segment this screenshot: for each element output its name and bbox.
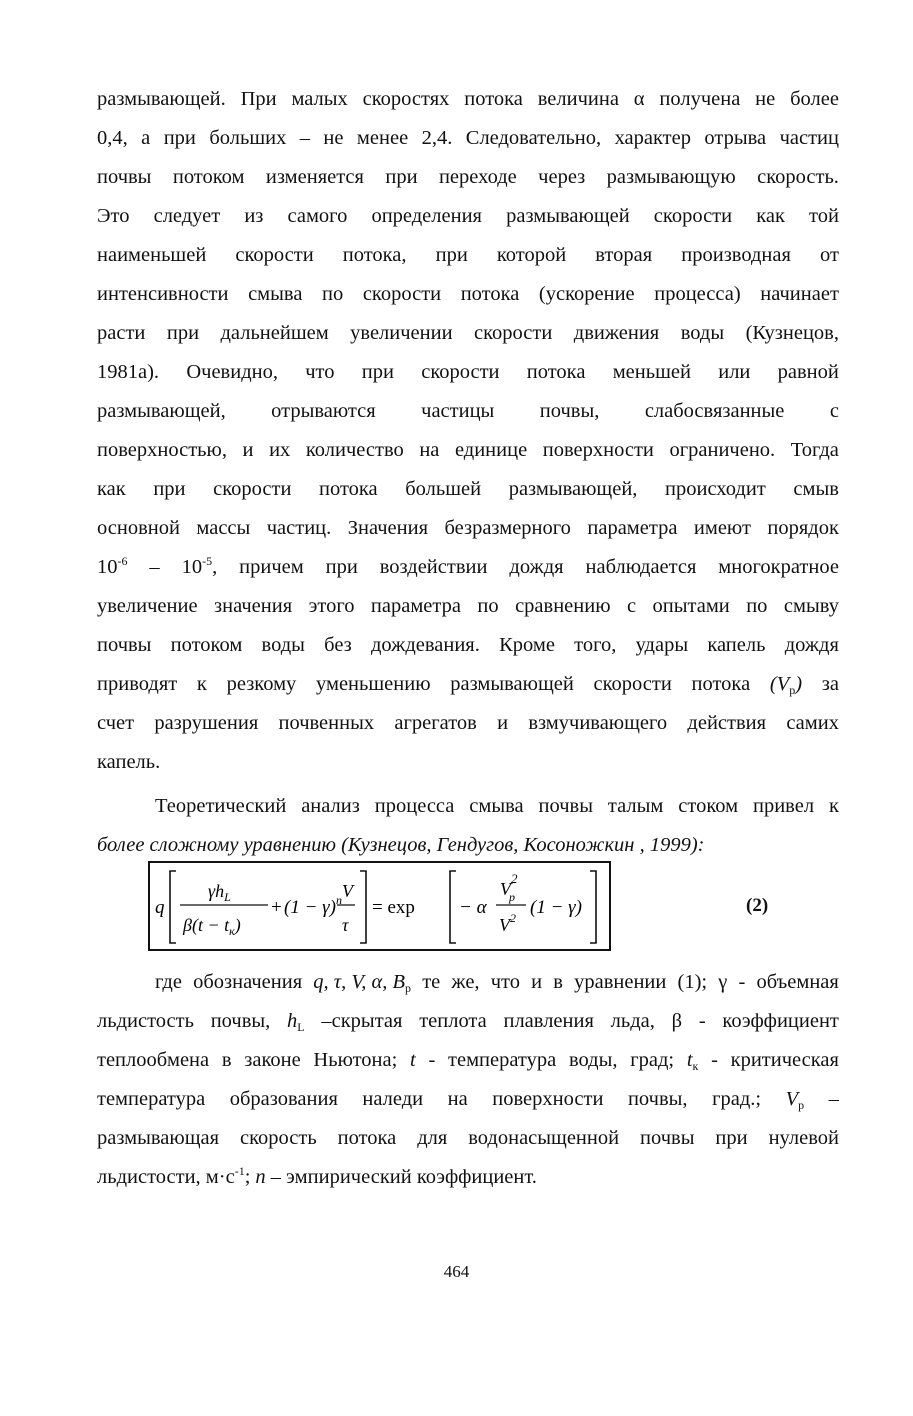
equation-number: (2) xyxy=(746,895,769,916)
word: (Кузнецов, xyxy=(745,322,839,344)
word: 0,4, xyxy=(97,127,128,149)
word: менее xyxy=(356,127,409,149)
word: получена xyxy=(659,88,741,110)
plus-sign: + xyxy=(271,897,282,918)
word: процесса) xyxy=(654,283,741,305)
word: при xyxy=(166,322,200,344)
text-line xyxy=(97,587,839,626)
word: с xyxy=(829,400,839,422)
word: (ускорение xyxy=(538,283,635,305)
word: характер xyxy=(614,127,691,149)
word: значения xyxy=(214,595,293,617)
word: что xyxy=(305,361,335,383)
word: скорости xyxy=(235,244,314,266)
word: приводят xyxy=(97,673,178,695)
word: за xyxy=(821,673,839,695)
word: скорости xyxy=(421,361,500,383)
word: изменяется xyxy=(265,166,364,188)
word: скорость. xyxy=(757,166,839,188)
text-line xyxy=(97,119,839,158)
word: сравнению xyxy=(515,595,611,617)
term3: (1 − γ) xyxy=(530,897,582,918)
bracket-right-2 xyxy=(590,871,596,943)
text-line xyxy=(97,826,839,865)
word: критическая xyxy=(730,1049,839,1071)
inline-group xyxy=(770,665,802,704)
word: - xyxy=(698,1010,706,1032)
word: смыва xyxy=(248,283,303,305)
word: теплообмена xyxy=(97,1049,210,1071)
text-line xyxy=(97,1119,839,1158)
word: в xyxy=(553,971,563,993)
word: ограничено. xyxy=(669,439,776,461)
word: (1); xyxy=(677,971,708,993)
term2: $(1 - \gamma)^n$ xyxy=(284,893,342,918)
word: счет xyxy=(97,712,135,734)
word: этого xyxy=(308,595,355,617)
word: потока xyxy=(460,283,520,305)
frac1-numerator: $\gamma h_L$ xyxy=(208,881,231,904)
subscript: к xyxy=(692,1059,699,1073)
word: расти xyxy=(97,322,146,344)
word: почвы xyxy=(538,795,593,817)
text-line xyxy=(97,1002,839,1041)
inline-group xyxy=(97,548,128,587)
word: размывающая xyxy=(97,1127,220,1149)
word: анализ xyxy=(301,795,360,817)
word: уменьшению xyxy=(316,673,431,695)
word: где xyxy=(155,971,182,993)
word: законе xyxy=(244,1049,301,1071)
word: смыва xyxy=(469,795,524,817)
word: отрыва xyxy=(704,127,767,149)
word: град.; xyxy=(712,1088,762,1110)
word: потока xyxy=(337,1127,397,1149)
word: к xyxy=(196,673,207,695)
text-line xyxy=(97,470,839,509)
word: при xyxy=(361,361,394,383)
word: без xyxy=(324,634,352,656)
number: 10 xyxy=(181,556,203,578)
word: почвы xyxy=(640,1127,695,1149)
minus-alpha: − α xyxy=(459,897,487,918)
word: потока xyxy=(319,478,378,500)
text-line xyxy=(97,704,839,743)
word: при xyxy=(715,1127,748,1149)
word: не xyxy=(755,88,776,110)
word: их xyxy=(269,439,291,461)
inline-group xyxy=(786,1080,805,1119)
equation-2 xyxy=(148,861,838,951)
word: скорости xyxy=(653,205,733,227)
frac3-denominator: $V^2$ xyxy=(499,911,516,935)
word: потока xyxy=(526,361,586,383)
word: причем xyxy=(239,556,304,578)
word: те xyxy=(422,971,441,993)
text-line xyxy=(97,236,839,275)
word: по xyxy=(322,283,344,305)
word: воздействии xyxy=(379,556,488,578)
word: к xyxy=(828,795,839,817)
word: β xyxy=(671,1010,683,1032)
equation-box xyxy=(148,861,611,951)
word: увеличение xyxy=(97,595,198,617)
word: нулевой xyxy=(768,1127,839,1149)
paragraph-equation-intro xyxy=(97,787,839,865)
text-line xyxy=(97,626,839,665)
word: того, xyxy=(574,634,617,656)
word: Теоретический xyxy=(155,795,287,817)
word: по xyxy=(477,595,499,617)
word: - xyxy=(428,1049,436,1071)
word: При xyxy=(240,88,277,110)
word: с xyxy=(626,595,637,617)
word: увеличении xyxy=(350,322,453,344)
word: параметра xyxy=(370,595,461,617)
word: Ньютона; xyxy=(313,1049,398,1071)
word: как xyxy=(756,205,785,227)
word: и xyxy=(497,712,509,734)
variable: t xyxy=(686,1049,693,1071)
text-line xyxy=(97,431,839,470)
word: не xyxy=(323,127,344,149)
word: смыв xyxy=(793,478,839,500)
word: потоком xyxy=(170,634,243,656)
word: размывающую xyxy=(606,166,736,188)
word: размывающей, xyxy=(97,400,226,422)
word: вторая xyxy=(595,244,653,266)
word: для xyxy=(417,1127,448,1149)
word: льдистость xyxy=(97,1010,194,1032)
word: уравнении xyxy=(574,971,667,993)
subscript: p xyxy=(789,683,796,697)
variables: q, τ, V, α, B xyxy=(313,971,406,993)
text-line xyxy=(97,665,839,704)
word: многократное xyxy=(718,556,839,578)
text-line xyxy=(97,392,839,431)
text-run: льдистости, м·с xyxy=(97,1166,235,1188)
word: γ xyxy=(718,971,728,993)
text-line xyxy=(97,1080,839,1119)
frac1-denominator: $\beta(t - t_к)$ xyxy=(183,915,241,938)
word: скорости xyxy=(474,322,553,344)
word: параметра xyxy=(587,517,678,539)
superscript: -1 xyxy=(234,1164,245,1178)
word: процесса xyxy=(374,795,455,817)
word: – xyxy=(299,127,310,149)
text-line xyxy=(97,1158,839,1197)
word: - xyxy=(738,971,746,993)
text-run: – эмпирический коэффициент. xyxy=(270,1166,537,1188)
word: почвы xyxy=(97,634,152,656)
frac2-denominator: τ xyxy=(342,915,349,935)
bracket-left xyxy=(170,871,176,943)
word: талым xyxy=(607,795,664,817)
word: размывающей xyxy=(450,673,574,695)
word: а xyxy=(141,127,151,149)
word: начинает xyxy=(760,283,839,305)
word: на xyxy=(419,439,440,461)
word: следует xyxy=(153,205,221,227)
word: из xyxy=(244,205,264,227)
bracket-left-2 xyxy=(450,871,456,943)
word: - xyxy=(711,1049,718,1071)
word: плавления xyxy=(503,1010,594,1032)
word: Значения xyxy=(347,517,429,539)
text-line xyxy=(97,963,839,1002)
word: дальнейшем xyxy=(220,322,329,344)
word: происходит xyxy=(665,478,766,500)
word: частиц. xyxy=(266,517,332,539)
text-line xyxy=(97,1041,839,1080)
word: почвенных xyxy=(278,712,375,734)
word: слабосвязанные xyxy=(644,400,785,422)
frac2-numerator: V xyxy=(342,881,353,901)
punct: ; xyxy=(244,1166,251,1188)
word: наблюдается xyxy=(585,556,697,578)
word: отрываются xyxy=(271,400,376,422)
page-number: 464 xyxy=(443,1262,470,1281)
word: стоком xyxy=(678,795,739,817)
bracket-right xyxy=(360,871,366,943)
variable: V xyxy=(785,1088,799,1110)
word: температура xyxy=(97,1088,206,1110)
superscript: -5 xyxy=(202,554,213,568)
word: поверхности xyxy=(492,1088,604,1110)
word: действия xyxy=(687,712,767,734)
word: опытами xyxy=(652,595,730,617)
word: количество xyxy=(305,439,404,461)
word: потока xyxy=(464,88,523,110)
word: поверхностью, xyxy=(97,439,227,461)
word: массы xyxy=(196,517,251,539)
word: потока xyxy=(691,673,751,695)
body-text xyxy=(97,80,839,782)
text-line xyxy=(97,548,839,587)
text-line xyxy=(97,275,839,314)
text-line xyxy=(97,314,839,353)
paragraph-definitions xyxy=(97,963,839,1197)
word: размывающей. xyxy=(97,88,226,110)
word: размывающей, xyxy=(508,478,638,500)
word: определения xyxy=(371,205,482,227)
word: и xyxy=(531,971,543,993)
variable: n xyxy=(255,1166,266,1188)
word: воды xyxy=(680,322,725,344)
word: на xyxy=(447,1088,468,1110)
punct: , xyxy=(212,556,218,578)
equation-formula xyxy=(150,863,609,949)
word: град; xyxy=(630,1049,675,1071)
word: –скрытая xyxy=(321,1010,403,1032)
word: Тогда xyxy=(790,439,839,461)
word: наледи xyxy=(362,1088,424,1110)
q-var: q xyxy=(155,897,165,918)
word: меньшей xyxy=(612,361,691,383)
word: или xyxy=(718,361,751,383)
word: интенсивности xyxy=(97,283,229,305)
dash: – xyxy=(828,1088,839,1110)
word: частицы xyxy=(421,400,495,422)
inline-group xyxy=(287,1002,305,1041)
word: α xyxy=(633,88,645,110)
text-line xyxy=(97,80,839,119)
word: образования xyxy=(229,1088,338,1110)
word: смыву xyxy=(783,595,839,617)
word: коэффициент xyxy=(722,1010,839,1032)
subscript: p xyxy=(798,1098,805,1112)
word: 1981а). xyxy=(97,361,160,383)
equals-exp: = exp xyxy=(372,897,415,918)
superscript: -6 xyxy=(117,554,128,568)
word: потока, xyxy=(342,244,407,266)
word: размывающей xyxy=(506,205,630,227)
word: взмучивающего xyxy=(528,712,668,734)
word: скорости xyxy=(213,478,292,500)
word: почвы, xyxy=(539,400,600,422)
word: производная xyxy=(681,244,791,266)
subscript: p xyxy=(405,981,412,995)
word: той xyxy=(809,205,839,227)
variable: (V xyxy=(769,673,790,695)
word: и xyxy=(242,439,254,461)
word: при xyxy=(153,478,186,500)
subscript: L xyxy=(297,1020,305,1034)
variable: t xyxy=(410,1049,416,1071)
word: скорости xyxy=(362,283,442,305)
word: льда, xyxy=(610,1010,655,1032)
word: при xyxy=(325,556,358,578)
word: наименьшей xyxy=(97,244,207,266)
text-line xyxy=(97,353,839,392)
word: при xyxy=(163,127,196,149)
word: поверхности xyxy=(542,439,654,461)
word: частиц xyxy=(779,127,839,149)
word: самого xyxy=(287,205,348,227)
word: резкому xyxy=(226,673,297,695)
word: равной xyxy=(777,361,839,383)
variable: h xyxy=(287,1010,298,1032)
word: разрушения xyxy=(154,712,259,734)
text-line xyxy=(97,509,839,548)
word: воды, xyxy=(568,1049,618,1071)
word: величина xyxy=(537,88,619,110)
word: воды xyxy=(261,634,305,656)
word: скорости xyxy=(593,673,672,695)
word: водонасыщенной xyxy=(468,1127,620,1149)
word: безразмерного xyxy=(444,517,571,539)
word: дождевания. xyxy=(370,634,480,656)
word: единице xyxy=(454,439,528,461)
word: почвы, xyxy=(627,1088,688,1110)
word: имеют xyxy=(693,517,751,539)
word: 2,4. xyxy=(421,127,453,149)
frac3-numerator: Vp2 xyxy=(500,871,518,904)
word: привел xyxy=(752,795,815,817)
word: почвы, xyxy=(210,1010,271,1032)
inline-group xyxy=(687,1041,699,1080)
word: от xyxy=(820,244,839,266)
word: основной xyxy=(97,517,180,539)
word: более xyxy=(790,88,839,110)
punct: ) xyxy=(795,673,803,695)
word: объемная xyxy=(756,971,839,993)
word: обозначения xyxy=(193,971,303,993)
word: движения xyxy=(573,322,660,344)
word: температура xyxy=(448,1049,557,1071)
word: дождя xyxy=(784,634,839,656)
word: же, xyxy=(451,971,480,993)
word: скоростях xyxy=(362,88,450,110)
word: по xyxy=(746,595,768,617)
word: малых xyxy=(291,88,348,110)
word: что xyxy=(490,971,520,993)
word: при xyxy=(385,166,418,188)
word: Это xyxy=(97,205,130,227)
word: потоком xyxy=(172,166,245,188)
word: дождя xyxy=(509,556,564,578)
text-line xyxy=(97,197,839,236)
inline-group xyxy=(182,548,218,587)
text-run: более сложному уравнению (Кузнецов, Гендугов, Косоножкин , 1999): xyxy=(97,834,705,856)
word: переходе xyxy=(438,166,517,188)
word: Очевидно, xyxy=(186,361,278,383)
word: Следовательно, xyxy=(465,127,602,149)
word: как xyxy=(97,478,126,500)
inline-group xyxy=(97,1158,250,1197)
word: капель. xyxy=(97,751,161,773)
word: которой xyxy=(496,244,567,266)
inline-group xyxy=(313,963,411,1002)
word: больших xyxy=(209,127,287,149)
word: порядок xyxy=(767,517,839,539)
text-line xyxy=(97,787,839,826)
word: в xyxy=(221,1049,232,1071)
word: удары xyxy=(635,634,689,656)
number: 10 xyxy=(97,556,118,578)
dash: – xyxy=(149,556,160,578)
word: почвы xyxy=(97,166,152,188)
word: скорость xyxy=(239,1127,317,1149)
text-line xyxy=(97,158,839,197)
word: теплота xyxy=(419,1010,487,1032)
word: через xyxy=(538,166,586,188)
word: капель xyxy=(707,634,766,656)
word: при xyxy=(435,244,468,266)
text-line xyxy=(97,743,839,782)
word: Кроме xyxy=(499,634,555,656)
word: большей xyxy=(405,478,482,500)
word: агрегатов xyxy=(394,712,477,734)
word: самих xyxy=(786,712,839,734)
